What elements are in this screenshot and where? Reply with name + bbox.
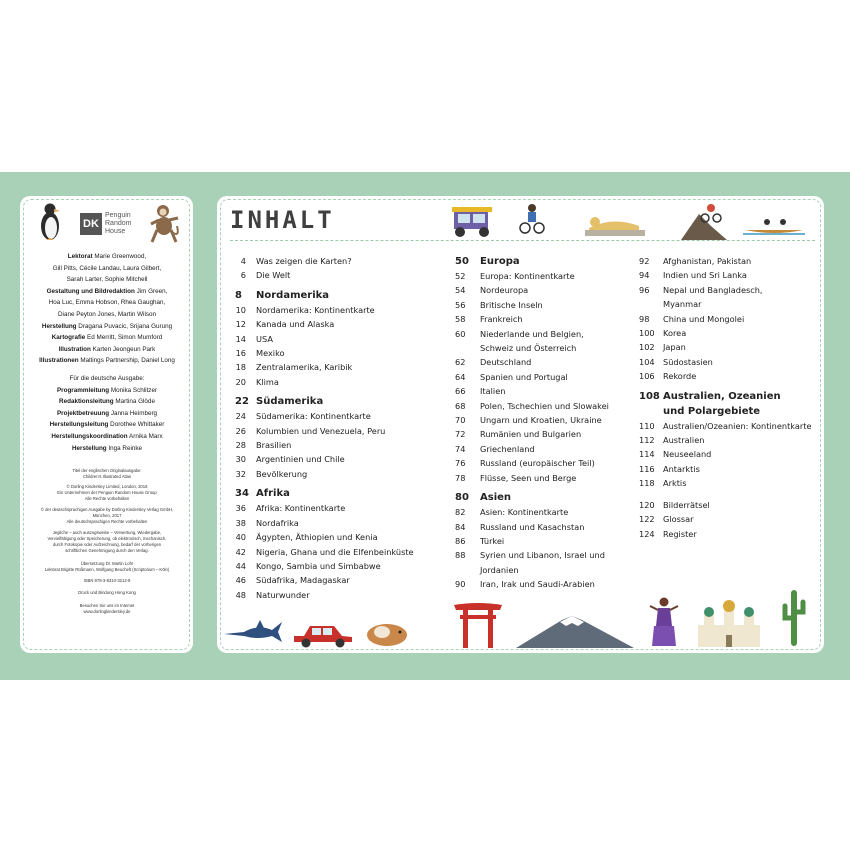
tuk-tuk-icon — [446, 205, 500, 239]
rights-note: Jegliche – auch auszugsweise – Verwertung, Wiedergabe, Vervielfältigung oder Speicherung, ob elektronisch, mechanisch, durch Fotokopie oder Aufzeichnung, bedarf der vorherigen schriftlichen Genehmigung durch den Verlag. — [47, 530, 167, 553]
toc-entry[interactable]: 10 Nordamerika: Kontinentkarte — [235, 304, 375, 315]
toc-entry[interactable]: 40 Ägypten, Äthiopien und Kenia — [235, 532, 378, 543]
copyright-de: © der deutschsprachigen Ausgabe by Dorling Kindersley Verlag GmbH, München, 2017 Alle deutschsprachigen Rechte vorbehalten — [40, 507, 174, 524]
toc-entry[interactable]: 38 Nordafrika — [235, 517, 299, 528]
toc-section[interactable]: 22 Südamerika — [235, 396, 324, 408]
cactus-icon — [782, 588, 806, 648]
toc-column-2 — [455, 254, 609, 592]
toc-entry[interactable]: 114 Neuseeland — [639, 449, 712, 460]
penguin-random-house-logo: Penguin Random House — [105, 212, 132, 235]
toc-entry[interactable]: 112 Australien — [639, 435, 705, 446]
toc-entry[interactable]: 122 Glossar — [639, 514, 694, 525]
toc-entry[interactable]: 62 Deutschland — [455, 357, 532, 368]
toc-entry[interactable]: 94 Indien und Sri Lanka — [639, 270, 747, 281]
toc-entry[interactable]: 76 Russland (europäischer Teil) — [455, 458, 595, 469]
toc-entry[interactable]: 20 Klima — [235, 376, 279, 387]
toc-entry[interactable]: 58 Frankreich — [455, 314, 523, 325]
toc-entry[interactable]: 82 Asien: Kontinentkarte — [455, 507, 569, 518]
toc-entry[interactable]: 70 Ungarn und Kroatien, Ukraine — [455, 415, 602, 426]
toc-entry[interactable]: 42 Nigeria, Ghana und die Elfenbeinküste — [235, 546, 414, 557]
toc-entry[interactable]: 92 Afghanistan, Pakistan — [639, 256, 752, 266]
toc-entry[interactable]: 90 Iran, Irak und Saudi-Arabien — [455, 579, 595, 590]
toc-entry[interactable]: 98 China und Mongolei — [639, 313, 745, 324]
toc-entry[interactable]: 102 Japan — [639, 342, 686, 353]
toc-entry[interactable]: 48 Naturwunder — [235, 589, 310, 600]
toc-section[interactable]: 80 Asien — [455, 492, 512, 504]
toc-section[interactable]: 8 Nordamerika — [235, 289, 330, 301]
toc-entry[interactable]: 86 Türkei — [455, 535, 505, 546]
toc-entry[interactable]: 64 Spanien und Portugal — [455, 371, 568, 382]
canoe-icon — [743, 214, 805, 236]
toc-entry[interactable]: 84 Russland und Kasachstan — [455, 521, 585, 532]
buddha-icon — [583, 208, 647, 238]
toc-section[interactable]: 108 Australien, Ozeanien — [639, 390, 781, 402]
toc-entry[interactable]: 44 Kongo, Sambia und Simbabwe — [235, 560, 381, 571]
toc-entry[interactable]: 36 Afrika: Kontinentkarte — [235, 503, 346, 514]
toc-entry[interactable]: 124 Register — [639, 528, 697, 539]
monkey-icon — [146, 200, 182, 244]
website-note: Besuchen Sie uns im Internet www.dorlingkindersley.de — [79, 603, 135, 614]
toc-entry[interactable]: 12 Kanada und Alaska — [235, 319, 335, 330]
toc-column-3 — [639, 254, 812, 541]
toc-entry[interactable]: 54 Nordeuropa — [455, 285, 529, 296]
copyright-uk: © Dorling Kindersley Limited, London, 2016 Ein Unternehmen der Penguin Random House Group Alle Rechte vorbehalten — [57, 484, 157, 501]
toc-entry[interactable]: 72 Rumänien und Bulgarien — [455, 429, 582, 440]
toc-entry[interactable]: 68 Polen, Tschechien und Slowakei — [455, 400, 609, 411]
toc-entry[interactable]: Schweiz und Österreich — [480, 343, 577, 354]
original-title-note: Titel der englischen Originalausgabe: Children's Illustrated Atlas — [72, 468, 142, 479]
credits-english: Lektorat Marie Greenwood, Gill Pitts, Cécile Landau, Laura Gilbert, Sarah Larter, Sophie Mitchell Gestaltung und Bildredaktion Jim Green, Hoa Luc, Emma Hobson, Rhea Gaughan, Diane Peyton Jones, Martin Wilson Herstellung Dragana Puvacic, Srijana Gurung Kartografie Ed Merritt, Simon Mumford Illustration Karten Jeongeun Park Illustrationen Maltings Partnership, Daniel Long — [39, 253, 175, 365]
volcano-icon — [516, 612, 634, 648]
toc-entry[interactable]: 26 Kolumbien und Venezuela, Peru — [235, 425, 386, 436]
toc-entry[interactable]: 6 Die Welt — [240, 270, 291, 281]
toc-entry[interactable]: 46 Südafrika, Madagaskar — [235, 575, 350, 586]
toc-entry[interactable]: 32 Bevölkerung — [235, 468, 308, 479]
toc-entry[interactable]: 74 Griechenland — [455, 443, 535, 454]
page-title: INHALT — [230, 206, 335, 234]
toc-entry[interactable]: 100 Korea — [639, 328, 687, 339]
toc-entry[interactable]: Myanmar — [663, 299, 702, 310]
title-divider — [230, 240, 815, 241]
toc-entry[interactable]: 106 Rekorde — [639, 371, 697, 382]
toc-entry[interactable]: 78 Flüsse, Seen und Berge — [455, 472, 577, 483]
mountain-biker-icon — [681, 200, 727, 240]
car-icon — [290, 622, 356, 648]
toc-column-1 — [230, 254, 414, 602]
toc-entry[interactable]: 56 Britische Inseln — [455, 299, 543, 310]
cathedral-icon — [694, 597, 764, 649]
toc-entry[interactable]: 28 Brasilien — [235, 440, 292, 451]
toc-entry[interactable]: 104 Südostasien — [639, 356, 713, 367]
guinea-pig-icon — [364, 618, 410, 648]
translation-credit: Übersetzung Dr. Martin Lohr Lektorat Brigitte Rüßmann, Wolfgang Beuchelt (Scriptorium – Köln) — [44, 561, 170, 572]
toc-entry[interactable]: 18 Zentralamerika, Karibik — [235, 362, 353, 373]
toc-entry[interactable]: 52 Europa: Kontinentkarte — [455, 271, 575, 281]
toc-entry[interactable]: 66 Italien — [455, 386, 506, 397]
toc-entry[interactable]: 16 Mexiko — [235, 348, 285, 359]
print-info: Druck und Bindung Hong Kong — [78, 590, 136, 595]
toc-entry[interactable]: Jordanien — [480, 564, 519, 575]
swordfish-icon — [224, 618, 284, 646]
toc-section-continued: und Polargebiete — [663, 405, 761, 417]
toc-entry[interactable]: 118 Arktis — [639, 478, 687, 489]
toc-section[interactable]: 50 Europa — [455, 256, 520, 267]
toc-entry[interactable]: 120 Bilderrätsel — [639, 499, 710, 510]
toc-entry[interactable]: 24 Südamerika: Kontinentkarte — [235, 411, 371, 422]
toc-entry[interactable]: 14 USA — [235, 333, 273, 344]
dancer-icon — [648, 596, 680, 650]
toc-entry[interactable]: 88 Syrien und Libanon, Israel und — [455, 550, 605, 561]
dk-logo: DK — [80, 213, 102, 235]
penguin-icon — [33, 200, 67, 242]
toc-entry[interactable]: 4 Was zeigen die Karten? — [240, 256, 352, 266]
toc-section[interactable]: 34 Afrika — [235, 488, 290, 500]
isbn: ISBN 978-3-8310-3212-9 — [83, 578, 131, 583]
toc-entry[interactable]: 30 Argentinien und Chile — [235, 454, 345, 465]
cyclist-icon — [519, 203, 545, 235]
toc-entry[interactable]: 110 Australien/Ozeanien: Kontinentkarte — [639, 420, 812, 431]
torii-gate-icon — [452, 601, 504, 649]
credits-german: Für die deutsche Ausgabe: Programmleitung Monika Schlitzer Redaktionsleitung Martina Glöde Projektbetreuung Janna Heimberg Herstellungsleitung Dorothee Whittaker Herstellungskoordination Arnika Marx Herstellung Inga Reinke — [49, 375, 165, 452]
toc-entry[interactable]: 116 Antarktis — [639, 463, 700, 474]
toc-entry[interactable]: 60 Niederlande und Belgien, — [455, 328, 584, 339]
toc-entry[interactable]: 96 Nepal und Bangladesch, — [639, 284, 763, 295]
